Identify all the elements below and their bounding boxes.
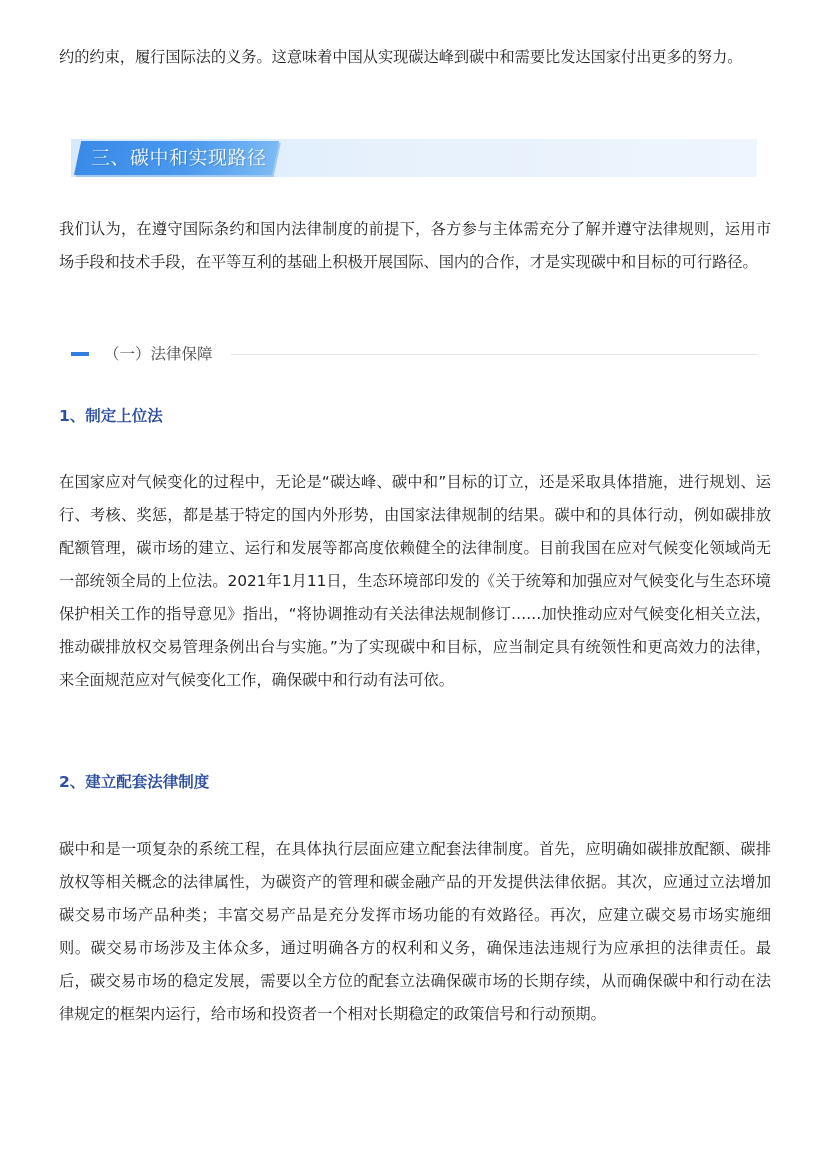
item-body: 碳中和是一项复杂的系统工程，在具体执行层面应建立配套法律制度。首先，应明确如碳排放配额、碳排放权等相关概念的法律属性，为碳资产的管理和碳金融产品的开发提供法律依据。其次，应通过立法增加碳交易市场产品种类；丰富交易产品是充分发挥市场功能的有效路径。再次，应建立碳交易市场实施细则。碳交易市场涉及主体众多，通过明确各方的权利和义务，确保违法违规行为应承担的法律责任。最后，碳交易市场的稳定发展，需要以全方位的配套立法确保碳市场的长期存续，从而确保碳中和行动在法律规定的框架内运行，给市场和投资者一个相对长期稳定的政策信号和行动预期。 — [59, 840, 771, 1023]
section-banner — [71, 139, 757, 177]
item-heading: 1、制定上位法 — [59, 407, 163, 425]
item-heading: 2、建立配套法律制度 — [59, 773, 210, 791]
section-intro-paragraph: 我们认为，在遵守国际条约和国内法律制度的前提下，各方参与主体需充分了解并遵守法律规则，运用市场手段和技术手段，在平等互利的基础上积极开展国际、国内的合作，才是实现碳中和目标的可行路径。 — [59, 220, 771, 271]
subsection-title: （一）法律保障 — [104, 345, 213, 363]
section-title: 三、碳中和实现路径 — [91, 147, 267, 169]
subsection-header — [71, 340, 757, 368]
intro-paragraph: 约的约束，履行国际法的义务。这意味着中国从实现碳达峰到碳中和需要比发达国家付出更多的努力。 — [59, 48, 743, 66]
subsection-divider — [231, 354, 757, 355]
item-body: 在国家应对气候变化的过程中，无论是“碳达峰、碳中和”目标的订立，还是采取具体措施，进行规划、运行、考核、奖惩，都是基于特定的国内外形势，由国家法律规制的结果。碳中和的具体行动，例如碳排放配额管理，碳市场的建立、运行和发展等都高度依赖健全的法律制度。目前我国在应对气候变化领域尚无一部统领全局的上位法。2021年1月11日，生态环境部印发的《关于统筹和加强应对气候变化与生态环境保护相关工作的指导意见》指出，“将协调推动有关法律法规制修订……加快推动应对气候变化相关立法，推动碳排放权交易管理条例出台与实施。”为了实现碳中和目标，应当制定具有统领性和更高效力的法律，来全面规范应对气候变化工作，确保碳中和行动有法可依。 — [59, 473, 771, 689]
subsection-dash-icon — [71, 352, 89, 356]
